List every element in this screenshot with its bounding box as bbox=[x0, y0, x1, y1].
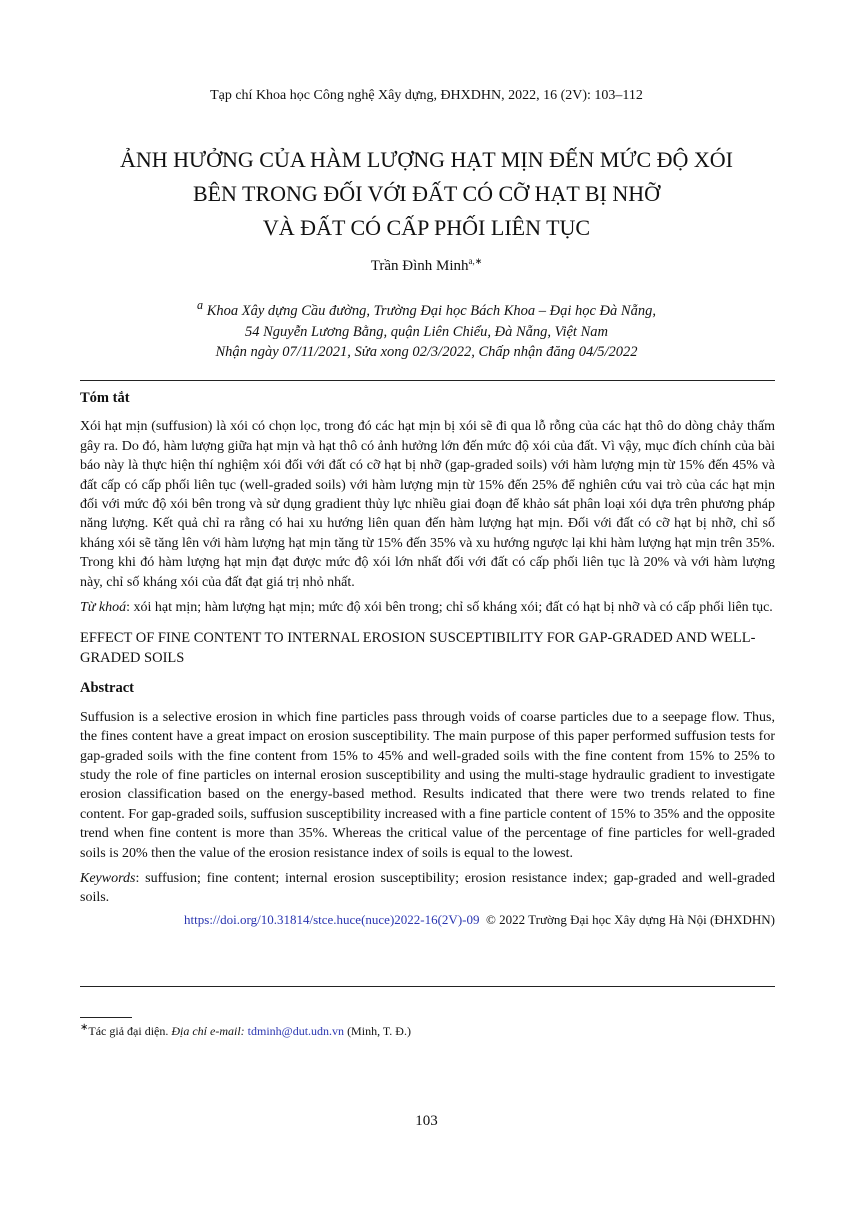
en-keywords-text: : suffusion; fine content; internal erosion susceptibility; erosion resistance index; gap-graded and well-graded soils. bbox=[80, 870, 775, 906]
divider bbox=[80, 380, 775, 381]
affiliation bbox=[0, 295, 853, 343]
page-number: 103 bbox=[415, 1113, 438, 1129]
affiliation-sup: a bbox=[197, 298, 204, 312]
journal-header: Tạp chí Khoa học Công nghệ Xây dựng, ĐHXDHN, 2022, 16 (2V): 103–112 bbox=[210, 88, 643, 103]
doi-line bbox=[80, 910, 775, 929]
vn-abstract-text: Xói hạt mịn (suffusion) là xói có chọn lọc, trong đó các hạt mịn bị xói sẽ đi qua lỗ rỗng của các hạt thô do dòng chảy thấm gây ra. Do đó, hàm lượng giữa hạt mịn và hạt thô có ảnh hưởng lớn đến mức độ xói của đất. Vì vậy, mục đích chính của bài báo này là thực hiện thí nghiệm xói đối với đất có cỡ hạt bị nhỡ (gap-graded soils) với hàm lượng mịn từ 15% đến 45% và đất cấp có cấp phối liên tục (well-graded soils) với hàm lượng mịn từ 15% đến 25% để nghiên cứu vai trò của các hạt mịn đối với mức độ xói bên trong và sử dụng gradient thủy lực nhiều giai đoạn để khảo sát phân loại xói dựa trên phương pháp năng lượng. Kết quả chỉ ra rằng có hai xu hướng liên quan đến hàm lượng hạt mịn. Đối với đất có cỡ hạt bị nhỡ, chỉ số kháng xói sẽ tăng lên với hàm lượng hạt mịn tăng từ 15% đến 35% và xu hướng ngược lại khi hàm lượng hạt mịn trên 35%. Trong khi đó hàm lượng hạt mịn đạt được mức độ xói lớn nhất đối với đất có cấp phối liên tục là 20% và với hàm lượng này, chỉ số kháng xói của đất đạt giá trị nhỏ nhất. bbox=[80, 419, 775, 590]
vn-keywords-label: Từ khoá bbox=[80, 600, 127, 616]
title-line: ẢNH HƯỞNG CỦA HÀM LƯỢNG HẠT MỊN ĐẾN MỨC ĐỘ XÓI bbox=[119, 147, 733, 172]
divider bbox=[80, 986, 775, 987]
copyright: © 2022 Trường Đại học Xây dựng Hà Nội (ĐHXDHN) bbox=[485, 911, 775, 927]
email-label: Địa chỉ e-mail: bbox=[171, 1024, 245, 1038]
affiliation-line: Khoa Xây dựng Cầu đường, Trường Đại học Bách Khoa – Đại học Đà Nẵng, bbox=[206, 302, 656, 319]
author bbox=[0, 256, 853, 275]
dates: Nhận ngày 07/11/2021, Sửa xong 02/3/2022, Chấp nhận đăng 04/5/2022 bbox=[215, 344, 638, 360]
en-keywords bbox=[80, 869, 775, 908]
affiliation-line: 54 Nguyễn Lương Bằng, quận Liên Chiểu, Đà Nẵng, Việt Nam bbox=[245, 323, 608, 340]
footnote bbox=[80, 1022, 411, 1039]
en-abstract-text: Suffusion is a selective erosion in which fine particles pass through voids of coarse particles due to a seepage flow. Thus, the fines content have a great impact on erosion susceptibility. The main purpose of this paper performed suffusion tests for gap-graded soils with the fine content from 15% to 45% and well-graded soils with the fine content from 15% to 25% to study the role of fine particles on internal erosion susceptibility and using the multi-stage hydraulic gradient to investigate erosion classification based on the energy-based method. Results indicated that there were two trends related to fine content. For gap-graded soils, suffusion susceptibility increased with a fine particle content of 15% to 35% and the opposite trend when fine content is more than 35%. Whereas the critical value of the percentage of fine particles for well-graded soils is 20% then the value of the erosion resistance index of soils is equal to the lowest. bbox=[80, 709, 775, 861]
footnote-mark: ∗ bbox=[80, 1022, 89, 1033]
footnote-suffix: (Minh, T. Đ.) bbox=[344, 1024, 411, 1038]
en-abstract-heading: Abstract bbox=[80, 680, 134, 697]
doi-link[interactable]: https://doi.org/10.31814/stce.huce(nuce)2022-16(2V)-09 bbox=[184, 911, 480, 927]
paper-title bbox=[0, 143, 853, 245]
title-line: BÊN TRONG ĐỐI VỚI ĐẤT CÓ CỠ HẠT BỊ NHỠ bbox=[192, 181, 661, 206]
vn-abstract-heading: Tóm tắt bbox=[80, 390, 130, 406]
footnote-text: Tác giả đại diện. bbox=[88, 1024, 172, 1038]
author-sup: a,∗ bbox=[468, 256, 483, 266]
footnote-rule bbox=[80, 1017, 132, 1018]
en-keywords-label: Keywords bbox=[80, 870, 136, 886]
vn-abstract bbox=[80, 389, 775, 929]
vn-keywords bbox=[80, 598, 775, 617]
email-link[interactable]: tdminh@dut.udn.vn bbox=[247, 1024, 345, 1038]
author-name: Trần Đình Minh bbox=[370, 258, 469, 274]
vn-keywords-text: : xói hạt mịn; hàm lượng hạt mịn; mức độ xói bên trong; chỉ số kháng xói; đất có hạt bị nhỡ và có cấp phối liên tục. bbox=[126, 600, 773, 616]
en-title: EFFECT OF FINE CONTENT TO INTERNAL EROSION SUSCEPTIBILITY FOR GAP-GRADED AND WELL-GRADED SOILS bbox=[80, 630, 756, 666]
title-line: VÀ ĐẤT CÓ CẤP PHỐI LIÊN TỤC bbox=[262, 215, 591, 240]
